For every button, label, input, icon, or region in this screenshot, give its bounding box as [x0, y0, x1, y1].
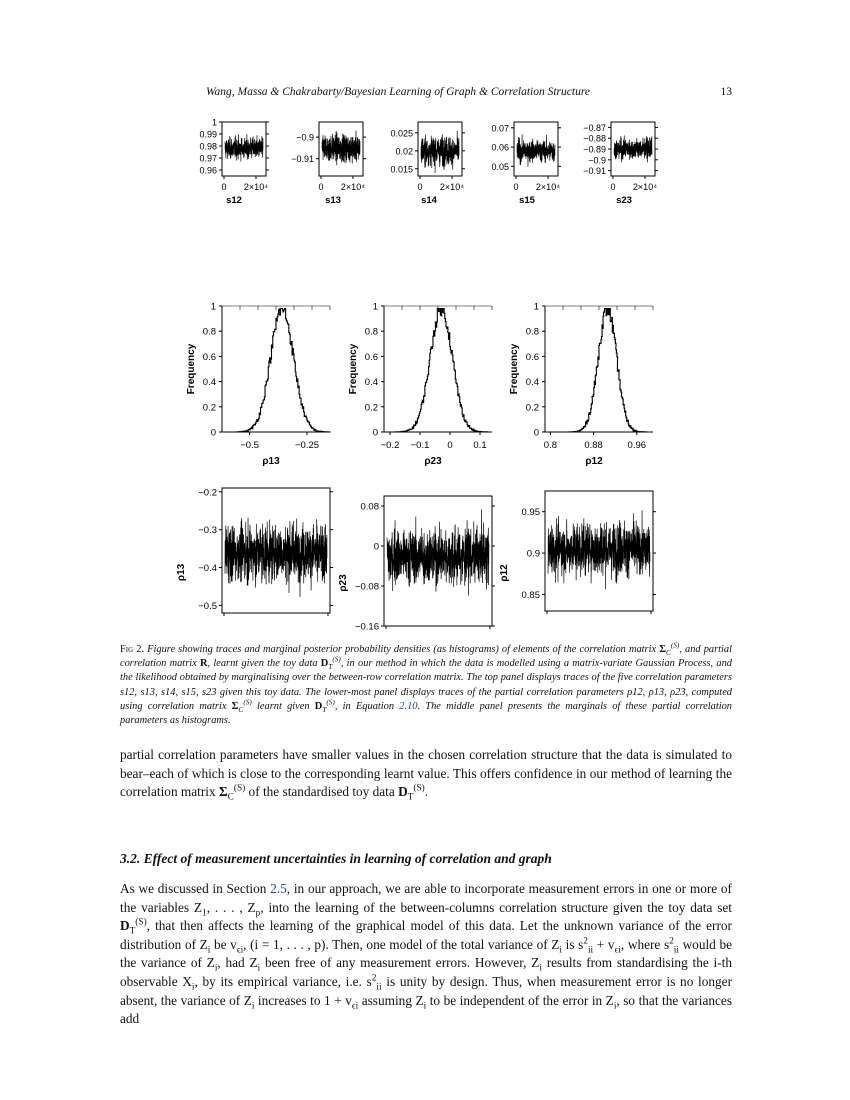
- section-title: Effect of measurement uncertainties in learning of correlation and graph: [143, 851, 552, 866]
- x-tick-label: 0: [221, 182, 227, 192]
- sigma-sub: C: [227, 792, 234, 803]
- text: is s: [562, 936, 584, 952]
- sigma-symbol: Σ: [231, 700, 239, 712]
- y-tick-label: 1: [211, 117, 217, 128]
- text: , so that the variances add: [120, 992, 732, 1027]
- y-tick-label: 0.025: [390, 128, 413, 139]
- x-tick-label: 0.96: [627, 440, 647, 451]
- x-tick-label: 0: [447, 440, 453, 451]
- y-tick-label: −0.87: [583, 122, 606, 133]
- D-sub: T: [407, 792, 414, 803]
- x-axis-label: ρ23: [424, 456, 442, 467]
- paragraph-1: [120, 746, 732, 802]
- y-tick-label: −0.08: [354, 581, 379, 593]
- y-tick-label: 0.6: [525, 351, 539, 363]
- x-axis-label: s23: [616, 195, 632, 206]
- text: is unity by design. Thus, when measurement error is no longer absent, the variance of Z: [120, 973, 732, 1008]
- histogram-bars: [233, 309, 330, 432]
- D-symbol: D: [314, 700, 323, 712]
- trace-plot-3: [491, 122, 561, 206]
- sigma-symbol: Σ: [218, 784, 228, 800]
- sub: i: [613, 1001, 617, 1012]
- histogram-bars: [569, 309, 647, 432]
- x-tick-label: 0.8: [543, 440, 558, 451]
- y-tick-label: −0.2: [198, 487, 217, 499]
- x-tick-label: 2×10⁴: [243, 182, 269, 192]
- trace-line: [548, 510, 650, 589]
- text: , where s: [620, 936, 670, 952]
- text: results from standardising the i-th observable X: [120, 955, 732, 989]
- y-axis-label: Frequency: [186, 343, 197, 395]
- figure-caption: [120, 643, 732, 728]
- y-tick-label: 0.4: [525, 377, 539, 389]
- caption-part: , learnt given the toy data: [207, 658, 321, 670]
- y-tick-label: 0.97: [199, 153, 217, 164]
- y-tick-label: −0.4: [198, 563, 217, 575]
- trace-line: [225, 134, 263, 161]
- y-tick-label: −0.89: [583, 144, 606, 155]
- sub: i: [559, 945, 562, 956]
- y-tick-label: 1: [533, 301, 539, 313]
- y-tick-label: 0.06: [491, 142, 509, 153]
- trace-plot-1: [291, 122, 366, 206]
- x-axis-label: ρ13: [262, 456, 280, 467]
- x-axis-label: s12: [226, 195, 242, 206]
- x-tick-label: −0.25: [294, 440, 320, 451]
- trace-line: [517, 134, 555, 166]
- sigma-sup: (S): [243, 698, 252, 707]
- trace-plot-9: [338, 496, 495, 633]
- y-tick-label: 0: [210, 427, 216, 439]
- x-tick-label: 0: [610, 182, 616, 192]
- D-symbol: D: [398, 784, 408, 800]
- text: been free of any measurement errors. However, Z: [260, 955, 540, 971]
- y-tick-label: −0.16: [354, 621, 379, 633]
- x-tick-label: 2×10⁴: [632, 182, 658, 192]
- sub: i: [207, 945, 211, 956]
- section-link[interactable]: 2.5: [270, 881, 287, 896]
- y-tick-label: 1: [210, 301, 216, 313]
- text: be v: [210, 936, 237, 952]
- sub: i: [257, 964, 261, 975]
- x-tick-label: 2×10⁴: [439, 182, 465, 192]
- y-tick-label: 0.2: [364, 402, 378, 414]
- y-tick-label: 0.4: [202, 377, 216, 389]
- y-tick-label: 0: [372, 427, 378, 439]
- y-tick-label: 0.2: [525, 402, 539, 414]
- caption-part: , and partial correlation matrix: [120, 644, 733, 670]
- D-sub: T: [129, 926, 136, 937]
- text: would be the variance of Z: [120, 936, 732, 971]
- x-tick-label: 2×10⁴: [535, 182, 561, 192]
- text: partial correlation parameters have smaller values in the chosen correlation structure that the data is simulated to bear–each of which is close to the corresponding learnt value. This offers confidence in our method of learning the correlation matrix: [120, 747, 732, 800]
- trace-plot-10: [499, 491, 656, 614]
- y-tick-label: −0.3: [198, 525, 217, 537]
- x-tick-label: 0: [318, 182, 324, 192]
- x-tick-label: 0: [513, 182, 519, 192]
- x-tick-label: −0.2: [380, 440, 400, 451]
- x-axis-label: ρ12: [585, 456, 603, 467]
- sub: 1: [202, 908, 207, 919]
- trace-line: [421, 131, 459, 173]
- text: As we discussed in Section: [120, 881, 271, 896]
- histogram-ρ23: [348, 302, 492, 468]
- y-tick-label: 0: [373, 541, 379, 553]
- y-tick-label: −0.91: [583, 166, 606, 177]
- caption-part: . The middle panel presents the marginals of these partial correlation parameters as histograms.: [120, 700, 732, 727]
- histogram-bars: [394, 309, 488, 432]
- y-tick-label: 0.95: [521, 507, 540, 519]
- histogram-ρ12: [509, 302, 653, 468]
- section-number: 3.2.: [120, 851, 141, 866]
- y-tick-label: 0.05: [491, 161, 509, 172]
- y-tick-label: 0.85: [521, 589, 540, 601]
- y-tick-label: 0.9: [526, 548, 540, 560]
- x-axis-label: s15: [519, 195, 535, 206]
- D-sup: (S): [332, 655, 341, 664]
- caption-part: learnt given: [251, 700, 315, 712]
- sub: ii: [673, 945, 679, 956]
- sub: ϵi: [351, 1001, 359, 1012]
- y-tick-label: 0.2: [202, 402, 216, 414]
- y-tick-label: 0.08: [360, 501, 379, 513]
- sub: i: [251, 1001, 255, 1012]
- trace-line: [614, 136, 652, 163]
- y-tick-label: 0.6: [364, 351, 378, 363]
- sub: ii: [587, 945, 594, 956]
- x-tick-label: 0.88: [584, 440, 603, 451]
- y-tick-label: −0.91: [291, 154, 314, 165]
- y-axis-label: Frequency: [509, 343, 520, 395]
- R-symbol: R: [200, 658, 208, 670]
- y-axis-label: ρ13: [176, 563, 187, 582]
- D-sup: (S): [413, 783, 425, 794]
- equation-link[interactable]: 2.10: [399, 700, 418, 712]
- sigma-sup: (S): [233, 783, 246, 794]
- text: , into the learning of the between-columns correlation structure given the toy data set: [260, 899, 732, 915]
- y-tick-label: −0.9: [588, 155, 606, 166]
- text: , . . . , Z: [206, 899, 256, 915]
- y-tick-label: 0.4: [364, 377, 378, 389]
- y-tick-label: 0.98: [199, 141, 217, 152]
- y-tick-label: 0.96: [199, 165, 217, 176]
- text: , in our approach, we are able to incorporate measurement errors in one or more of the variables Z: [120, 881, 732, 915]
- sub: i: [423, 1001, 427, 1012]
- sigma-sup: (S): [670, 641, 680, 650]
- y-tick-label: 0.6: [202, 351, 216, 363]
- text: assuming Z: [358, 992, 424, 1008]
- y-tick-label: −0.88: [583, 133, 606, 144]
- y-axis-label: ρ12: [499, 564, 510, 582]
- text: to be independent of the error in Z: [426, 992, 614, 1008]
- sub: i: [191, 982, 195, 993]
- y-tick-label: 0.8: [202, 326, 216, 338]
- D-sup: (S): [135, 917, 147, 928]
- text: , that then affects the learning of the graphical model of this data. Let the unknown variance of the error distribution of Z: [120, 918, 732, 952]
- D-symbol: D: [320, 658, 329, 670]
- D-symbol: D: [120, 918, 130, 934]
- trace-plot-8: [176, 487, 333, 616]
- text: , by its empirical variance, i.e. s: [194, 973, 372, 989]
- text: increases to 1 + v: [254, 992, 352, 1008]
- y-tick-label: 0.8: [525, 326, 539, 338]
- y-tick-label: 0: [533, 427, 539, 439]
- sigma-sub: C: [238, 705, 244, 714]
- section-heading: [120, 851, 552, 867]
- trace-plot-2: [390, 122, 465, 206]
- trace-line: [322, 131, 360, 165]
- x-axis-label: s13: [325, 195, 341, 206]
- text: , had Z: [217, 955, 258, 971]
- sigma-sub: C: [666, 649, 671, 658]
- trace-plot-0: [199, 118, 269, 207]
- text: of the standardised toy data: [245, 784, 399, 800]
- y-tick-label: −0.5: [198, 600, 217, 612]
- y-tick-label: −0.9: [296, 132, 314, 143]
- sub: ii: [376, 982, 382, 993]
- caption-label: Fig 2.: [120, 644, 145, 655]
- sigma-symbol: Σ: [659, 644, 666, 655]
- y-tick-label: 0.99: [199, 129, 217, 140]
- D-sub: T: [328, 663, 333, 672]
- text: + v: [593, 936, 615, 952]
- y-axis-label: ρ23: [338, 574, 349, 592]
- sup: 2: [669, 936, 674, 947]
- x-tick-label: 0: [417, 182, 423, 192]
- y-tick-label: 1: [372, 301, 378, 313]
- x-axis-label: s14: [421, 195, 437, 206]
- page-number: 13: [720, 86, 732, 98]
- text: .: [424, 784, 429, 800]
- y-tick-label: 0.8: [364, 326, 378, 338]
- sup: 2: [583, 936, 588, 947]
- running-title: Wang, Massa & Chakrabarty/Bayesian Learning of Graph & Correlation Structure: [206, 86, 590, 98]
- x-tick-label: 2×10⁴: [340, 182, 366, 192]
- caption-part: Figure showing traces and marginal posterior probability densities (as histograms) of elements of the correlation matrix: [147, 644, 660, 655]
- y-axis-label: Frequency: [348, 343, 359, 395]
- caption-part: , in our method in which the data is modelled using a matrix-variate Gaussian Process, and the likelihood obtained by marginalising over the between-row correlation matrix. The top panel displays traces of the five correlation parameters s12, s13, s14, s15, s23 given this toy data. The lower-most panel displays traces of the partial correlation parameters ρ12, ρ13, ρ23, computed using correlation matrix: [120, 658, 732, 712]
- text: , (i = 1, . . . , p). Then, one model of the total variance of Z: [243, 936, 560, 952]
- sub: p: [255, 908, 261, 919]
- sub: ϵi: [236, 945, 244, 956]
- D-sup: (S): [326, 698, 335, 707]
- sub: i: [214, 964, 218, 975]
- trace-plot-4: [583, 122, 658, 206]
- sup: 2: [371, 973, 377, 984]
- paragraph-2: [120, 880, 732, 1029]
- sub: i: [539, 964, 542, 975]
- y-tick-label: 0.02: [395, 146, 413, 157]
- x-tick-label: −0.5: [240, 440, 259, 451]
- x-tick-label: 0.1: [473, 440, 487, 451]
- trace-line: [387, 509, 489, 595]
- x-tick-label: −0.1: [410, 440, 430, 451]
- histogram-ρ13: [186, 302, 331, 468]
- trace-line: [225, 518, 327, 598]
- sub: ϵi: [614, 945, 621, 956]
- y-tick-label: 0.015: [390, 164, 413, 175]
- caption-part: , in Equation: [334, 700, 400, 712]
- y-tick-label: 0.07: [491, 123, 509, 134]
- D-sub: T: [322, 705, 327, 714]
